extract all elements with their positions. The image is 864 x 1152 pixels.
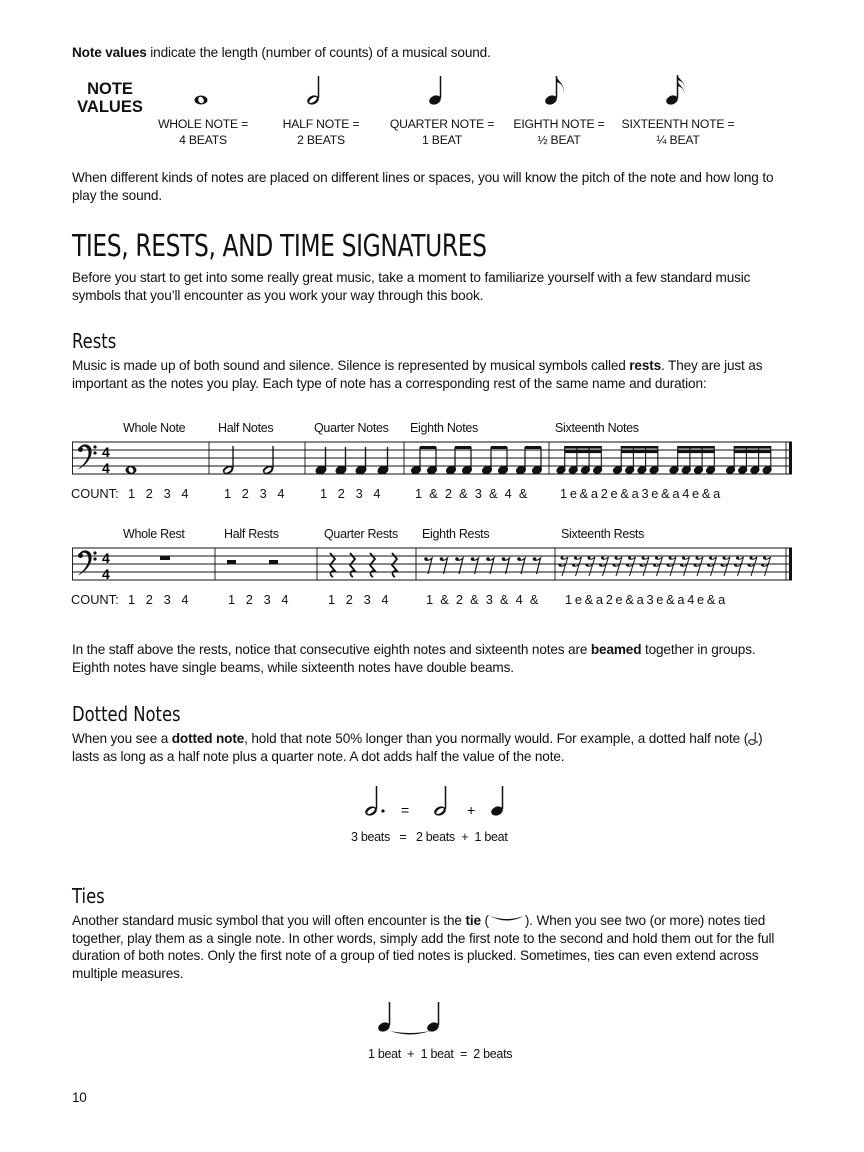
sixteenth-beam xyxy=(734,451,771,454)
dotted-para-a: When you see a xyxy=(72,731,172,746)
sixteenth-rests-group xyxy=(559,557,771,577)
rests-paragraph xyxy=(72,357,792,392)
note-value-name: HALF NOTE = xyxy=(282,117,360,131)
note-value-beats: ½ BEAT xyxy=(537,133,581,147)
rests-heading: Rests xyxy=(72,329,117,353)
quarter-note-icon xyxy=(426,1002,440,1033)
dotted-paragraph xyxy=(72,730,792,765)
sixteenth-rest-icon xyxy=(641,557,649,576)
count-eighth-rest: 1 & 2 & 3 & 4 & xyxy=(426,592,539,607)
note-value-name: WHOLE NOTE = xyxy=(157,117,249,131)
ties-paragraph xyxy=(72,912,792,982)
note-value-beats: ¼ BEAT xyxy=(656,133,700,147)
count-whole: 1 2 3 4 xyxy=(128,486,189,501)
half-rest-icon xyxy=(269,560,278,564)
note-value-name: QUARTER NOTE = xyxy=(389,117,495,131)
time-sig-top: 4 xyxy=(102,550,110,566)
intro-rest: indicate the length (number of counts) of a musical sound. xyxy=(146,45,491,60)
note-value-sixteenth xyxy=(618,116,738,148)
section-title: TIES, RESTS, AND TIME SIGNATURES xyxy=(72,229,487,264)
sixteenth-rest-icon xyxy=(682,557,690,576)
staff-label-eighth-notes: Eighth Notes xyxy=(410,421,478,435)
staff-label-whole-rest: Whole Rest xyxy=(123,527,185,541)
beam-paragraph xyxy=(72,641,792,676)
sixteenth-rest-icon xyxy=(749,557,757,576)
ties-heading: Ties xyxy=(72,884,105,908)
count-half: 1 2 3 4 xyxy=(224,486,285,501)
sixteenth-rest-icon xyxy=(763,557,771,576)
half-note-icon xyxy=(306,76,320,106)
sixteenth-rest-icon xyxy=(668,557,676,576)
dotted-caption: 3 beats = 2 beats + 1 beat xyxy=(351,830,508,844)
sixteenth-rest-icon xyxy=(560,557,568,576)
beam-para-a: In the staff above the rests, notice that consecutive eighth notes and sixteenth notes are xyxy=(72,642,591,657)
count-eighth: 1 & 2 & 3 & 4 & xyxy=(415,486,528,501)
staff-label-sixteenth-rests: Sixteenth Rests xyxy=(561,527,645,541)
count-sixteenth: 1 e & a 2 e & a 3 e & a 4 e & a xyxy=(560,486,721,501)
whole-rest-icon xyxy=(160,556,170,560)
note-value-whole xyxy=(143,116,263,148)
note-values-heading-line2: VALUES xyxy=(77,98,143,116)
ties-para-b: ( xyxy=(480,913,489,928)
page-number: 10 xyxy=(72,1090,87,1105)
section-intro: Before you start to get into some really great music, take a moment to familiarize yourself with a few standard music symbols that you’ll encounter as you work your way through this book. xyxy=(72,270,751,303)
dotted-para-c: ) lasts as long as a half note plus a quarter note. A dot adds half the value of the note. xyxy=(72,731,763,764)
dotted-para-bold: dotted note xyxy=(171,731,245,746)
quarter-rest-icon xyxy=(392,553,397,577)
quarter-notes-group xyxy=(315,447,389,475)
sixteenth-beam xyxy=(621,446,658,449)
half-rest-icon xyxy=(227,560,236,564)
pitch-paragraph: When different kinds of notes are placed on different lines or spaces, you will know the pitch of the note and how long to play the sound. xyxy=(72,170,774,203)
sixteenth-rest-icon xyxy=(722,557,730,576)
beam-para-bold: beamed xyxy=(590,642,642,657)
sixteenth-rest-icon xyxy=(587,557,595,576)
dotted-half-note-icon xyxy=(364,786,385,817)
note-value-half xyxy=(261,116,381,148)
quarter-note-icon xyxy=(428,76,442,106)
ties-para-a: Another standard music symbol that you will often encounter is the xyxy=(72,913,466,928)
staff-label-half-rests: Half Rests xyxy=(224,527,279,541)
dotted-para-b: , hold that note 50% longer than you normally would. For example, a dotted half note ( xyxy=(244,731,749,746)
ties-para-bold: tie xyxy=(465,913,481,928)
half-note-icon xyxy=(433,786,447,817)
tie-icon xyxy=(390,1031,430,1035)
staff-label-whole-note: Whole Note xyxy=(123,421,186,435)
sixteenth-rest-icon xyxy=(655,557,663,576)
note-value-name: SIXTEENTH NOTE = xyxy=(621,117,735,131)
tie-icon xyxy=(489,914,525,924)
note-value-beats: 4 BEATS xyxy=(179,133,227,147)
whole-note-icon xyxy=(195,96,208,105)
note-value-quarter xyxy=(382,116,502,148)
count-label-rests: COUNT: xyxy=(71,592,119,607)
note-values-heading-line1: NOTE xyxy=(87,80,133,98)
note-values-symbols xyxy=(0,70,864,120)
rests-para-a: Music is made up of both sound and silence. Silence is represented by musical symbols called xyxy=(72,358,630,373)
equals-sign: = xyxy=(401,802,410,818)
quarter-rest-icon xyxy=(370,553,375,577)
sixteenth-beam xyxy=(678,446,715,449)
staff-label-quarter-rests: Quarter Rests xyxy=(324,527,398,541)
note-value-name: EIGHTH NOTE = xyxy=(513,117,605,131)
sixteenth-beam xyxy=(678,451,715,454)
quarter-note-icon xyxy=(490,786,504,817)
intro-text xyxy=(72,44,792,62)
dotted-equation xyxy=(340,780,520,820)
count-whole-rest: 1 2 3 4 xyxy=(128,592,189,607)
dotted-heading: Dotted Notes xyxy=(72,702,181,726)
quarter-rests-group xyxy=(330,553,397,577)
sixteenth-rest-icon xyxy=(709,557,717,576)
notes-staff xyxy=(0,438,864,488)
beam-para-b: together in groups. Eighth notes have single beams, while sixteenth notes have double beams. xyxy=(72,642,756,675)
staff-label-half-notes: Half Notes xyxy=(218,421,274,435)
time-sig-bottom: 4 xyxy=(102,566,110,582)
whole-note-icon xyxy=(126,466,137,474)
sixteenth-rest-icon xyxy=(574,557,582,576)
rests-para-b: . They are just as important as the notes you play. Each type of note has a corresponding rest of the same name and duration: xyxy=(72,358,763,391)
staff-label-quarter-notes: Quarter Notes xyxy=(314,421,389,435)
rests-staff xyxy=(0,544,864,594)
tie-example xyxy=(370,996,450,1036)
time-sig-bottom: 4 xyxy=(102,460,110,476)
section-title-wrap xyxy=(72,229,604,264)
sixteenth-beam xyxy=(565,446,602,449)
tie-caption: 1 beat + 1 beat = 2 beats xyxy=(368,1047,513,1061)
staff-label-sixteenth-notes: Sixteenth Notes xyxy=(555,421,639,435)
quarter-rest-icon xyxy=(350,553,355,577)
sixteenth-rest-icon xyxy=(736,557,744,576)
staff-label-eighth-rests: Eighth Rests xyxy=(422,527,490,541)
count-half-rest: 1 2 3 4 xyxy=(228,592,289,607)
count-quarter: 1 2 3 4 xyxy=(320,486,381,501)
rests-para-bold: rests xyxy=(629,358,662,373)
sixteenth-rest-icon xyxy=(614,557,622,576)
eighth-note-icon xyxy=(544,76,564,106)
sixteenth-beam xyxy=(734,446,771,449)
rests-heading-wrap xyxy=(72,329,126,353)
sixteenth-rest-icon xyxy=(628,557,636,576)
quarter-rest-icon xyxy=(330,553,335,577)
note-value-beats: 1 BEAT xyxy=(422,133,462,147)
sixteenth-rest-icon xyxy=(695,557,703,576)
eighth-rests-group xyxy=(424,557,540,574)
dotted-half-note-icon xyxy=(748,731,758,746)
sixteenth-beam xyxy=(621,451,658,454)
sixteenth-rest-icon xyxy=(601,557,609,576)
sixteenth-note-icon xyxy=(665,75,685,106)
quarter-note-icon xyxy=(377,1002,391,1033)
note-value-beats: 2 BEATS xyxy=(297,133,345,147)
count-label-notes: COUNT: xyxy=(71,486,119,501)
sixteenth-beam xyxy=(565,451,602,454)
time-sig-top: 4 xyxy=(102,444,110,460)
count-sixteenth-rest: 1 e & a 2 e & a 3 e & a 4 e & a xyxy=(565,592,726,607)
plus-sign: + xyxy=(467,802,476,818)
count-quarter-rest: 1 2 3 4 xyxy=(328,592,389,607)
intro-bold: Note values xyxy=(72,45,147,60)
note-value-eighth xyxy=(499,116,619,148)
ties-heading-wrap xyxy=(72,884,112,908)
ties-para-c: ). When you see two (or more) notes tied together, play them as a single note. In other words, simply add the first note to the second and hold them out for the full duration of both notes. Only the first note of a group of tied notes is plucked. Sometimes, ties can even extend across multiple measures. xyxy=(72,913,775,981)
dotted-heading-wrap xyxy=(72,702,204,726)
